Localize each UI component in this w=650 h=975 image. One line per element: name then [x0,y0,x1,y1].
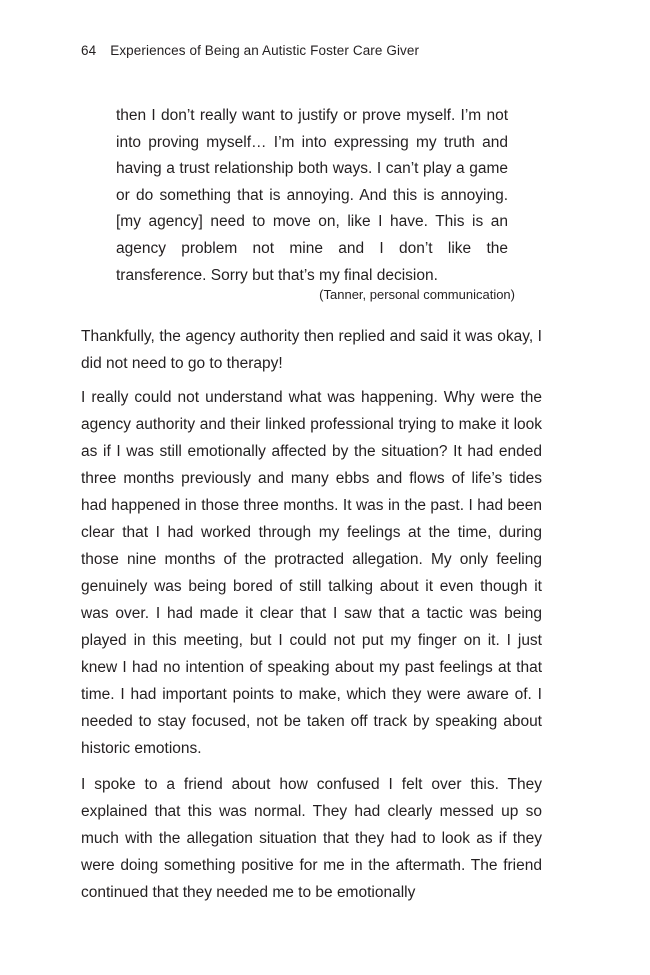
body-paragraph-3: I spoke to a friend about how confused I felt over this. They explained that this was normal. They had clearly messed up so much with the allegation situation that they had to look as if they were doing something positive for me in the aftermath. The friend continued that they needed me to be emotionally [81,776,542,901]
book-title: Experiences of Being an Autistic Foster Care Giver [110,43,420,58]
quote-attribution: (Tanner, personal communication) [319,287,515,302]
body-paragraph-2: I really could not understand what was happening. Why were the agency authority and their linked professional trying to make it look as if I was still emotionally affected by the situation? It had ended three months previously and many ebbs and flows of life’s tides had happened in those three months. It was in the past. I had been clear that I had worked through my feelings at the time, during those nine months of the protracted allegation. My only feeling genuinely was being bored of still talking about it even though it was over. I had made it clear that I saw that a tactic was being played in this meeting, but I could not put my finger on it. I just knew I had no intention of speaking about my past feelings at that time. I had important points to make, which they were aware of. I needed to stay focused, not be taken off track by speaking about historic emotions. [81,389,542,757]
body-paragraph-1: Thankfully, the agency authority then replied and said it was okay, I did not need to go to therapy! [81,328,542,372]
running-head [81,43,419,58]
page-number: 64 [81,43,97,58]
block-quote: then I don’t really want to justify or prove myself. I’m not into proving myself… I’m into expressing my truth and having a trust relationship both ways. I can’t play a game or do something that is annoying. And this is annoying. [my agency] need to move on, like I have. This is an agency problem not mine and I don’t like the transference. Sorry but that’s my final decision. [116,107,508,284]
